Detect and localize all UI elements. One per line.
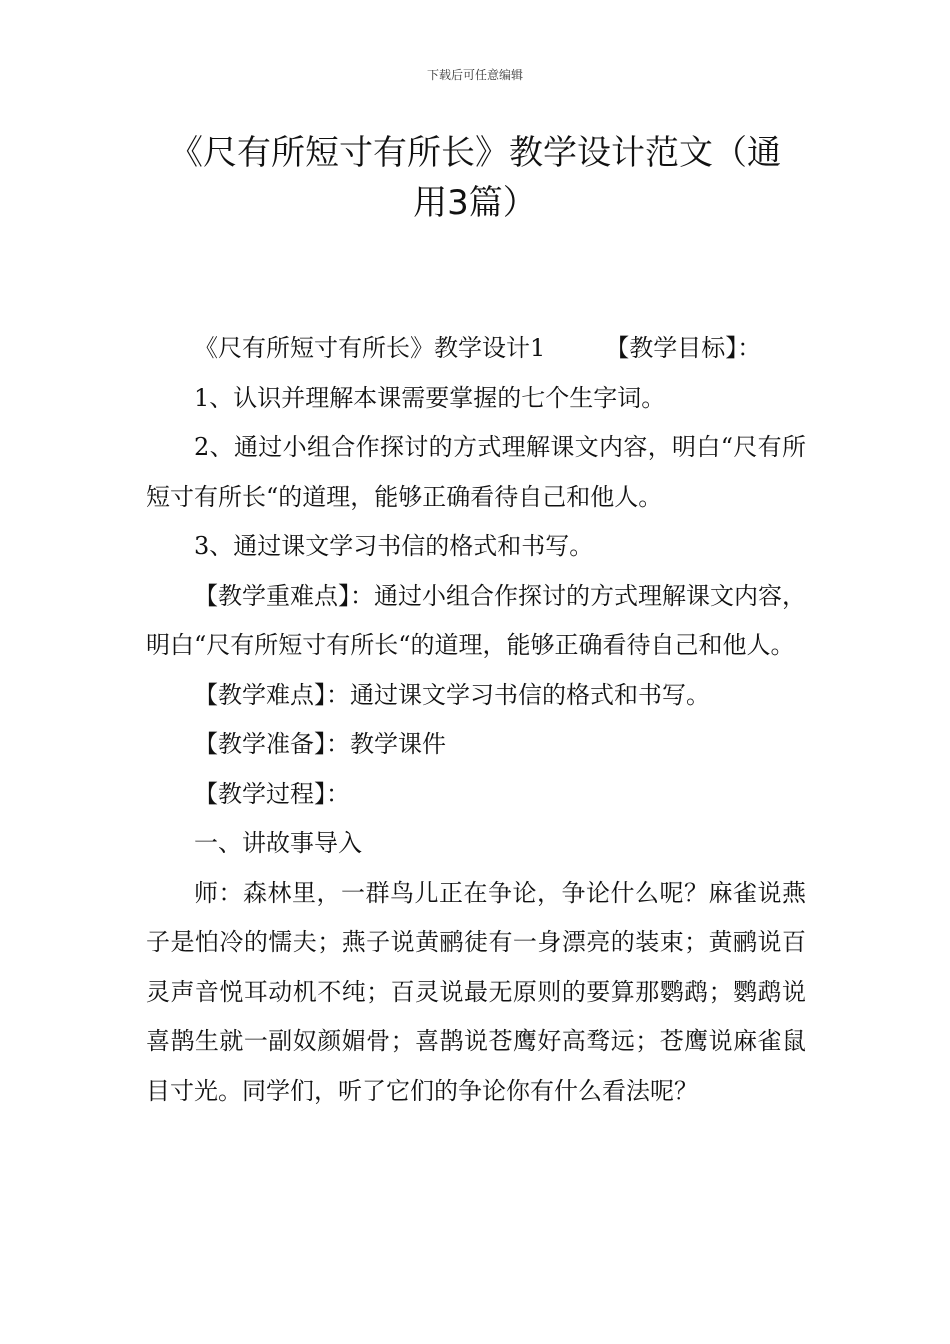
paragraph-preparation: 【教学准备】：教学课件 xyxy=(194,730,446,758)
paragraph-key-points: 【教学重难点】：通过小组合作探讨的方式理解课文内容，明白“尺有所短寸有所长“的道理，能够正确看待自己和他人。 xyxy=(146,581,806,659)
teaching-goals-label: 【教学目标】： xyxy=(605,334,762,362)
paragraph-goal-3: 3、通过课文学习书信的格式和书写。 xyxy=(194,532,594,560)
paragraph-story: 师：森林里，一群鸟儿正在争论，争论什么呢？麻雀说燕子是怕冷的懦夫；燕子说黄鹂徒有一身漂亮的装束；黄鹂说百灵声音悦耳动机不纯；百灵说最无原则的要算那鹦鹉；鹦鹉说喜鹊生就一副奴颜媚骨；喜鹊说苍鹰好高骛远；苍鹰说麻雀鼠目寸光。同学们，听了它们的争论你有什么看法呢？ xyxy=(146,878,806,1105)
paragraph-step-1: 一、讲故事导入 xyxy=(194,829,362,857)
title-line-2: 用3篇） xyxy=(413,183,537,223)
paragraph-process: 【教学过程】： xyxy=(194,779,350,808)
paragraph-difficulties: 【教学难点】：通过课文学习书信的格式和书写。 xyxy=(194,680,710,709)
paragraph-goal-2: 2、通过小组合作探讨的方式理解课文内容，明白“尺有所短寸有所长“的道理，能够正确看待自己和他人。 xyxy=(146,433,806,511)
header-note: 下载后可任意编辑 xyxy=(426,68,523,82)
paragraph-goal-1: 1、认识并理解本课需要掌握的七个生字词。 xyxy=(194,383,666,412)
section-heading: 《尺有所短寸有所长》教学设计1 xyxy=(194,334,546,362)
document-body xyxy=(146,324,806,1116)
paragraph-intro xyxy=(146,324,806,374)
title-line-1: 《尺有所短寸有所长》教学设计范文（通 xyxy=(169,133,781,173)
document-title xyxy=(140,128,810,228)
